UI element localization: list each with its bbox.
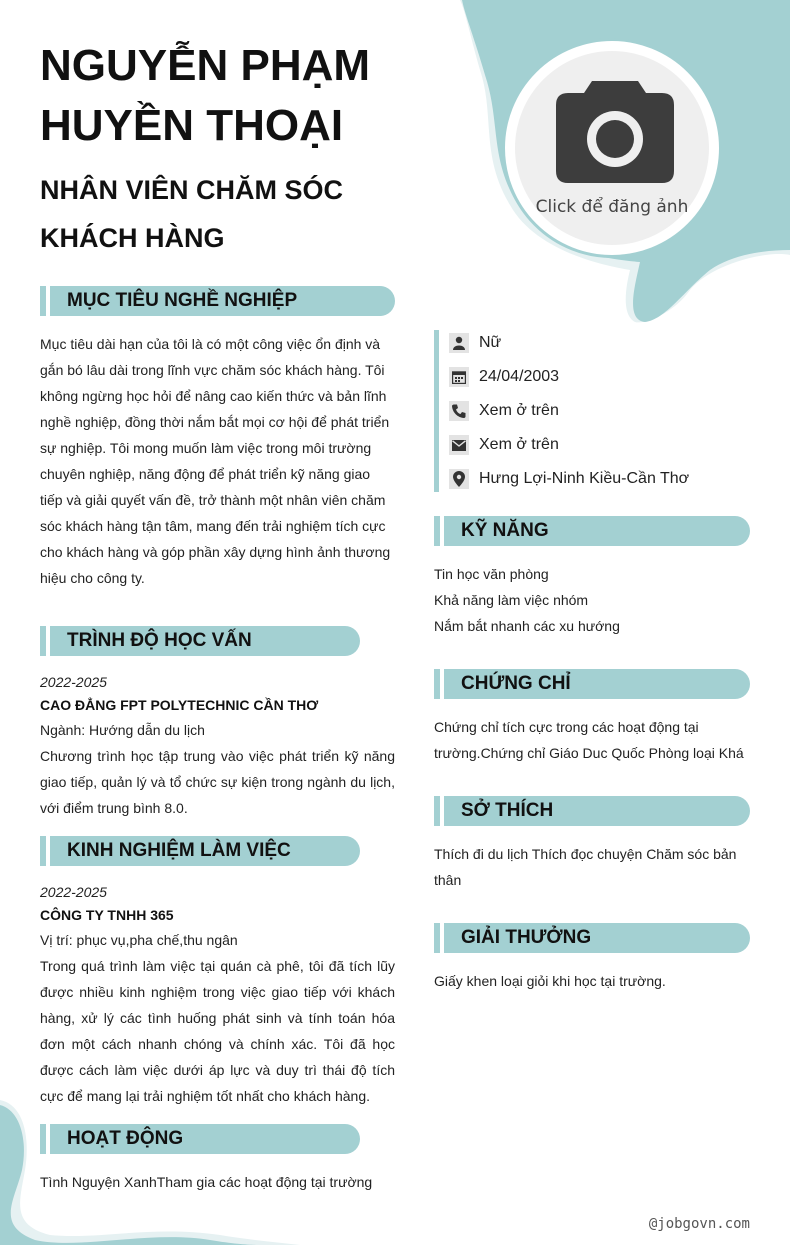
candidate-name: NGUYỄN PHẠM HUYỀN THOẠI [40,41,371,150]
skill-item: Nắm bắt nhanh các xu hướng [434,618,620,634]
photo-placeholder[interactable] [515,51,709,245]
skill-item: Khả năng làm việc nhóm [434,592,589,608]
email-value: Xem ở trên [479,436,559,453]
awards-heading: GIẢI THƯỞNG [461,927,592,948]
career-goal-text: Mục tiêu dài hạn của tôi là có một công việc ổn định và gắn bó lâu dài trong lĩnh vực chăm sóc khách hàng. Tôi không ngừng học hỏi để nâng cao kiến thức và bản lĩnh nghề nghiệp, đồng thời nắm bắt mọi cơ hội để phát triển sự nghiệp. Tôi mong muốn làm việc trong môi trường chuyên nghiệp, năng động để phát triển kỹ năng giao tiếp và giải quyết vấn đề, trở thành một nhân viên chăm sóc khách hàng tận tâm, mang đến trải nghiệm tích cực cho khách hàng và góp phần xây dựng hình ảnh thương hiệu cho công ty. [40,336,391,586]
birthday-value: 24/04/2003 [479,368,560,385]
contact-address [449,467,689,491]
gender-value: Nữ [479,334,502,351]
experience-company: CÔNG TY TNHH 365 [40,907,174,923]
section-skills [434,516,750,546]
certificates-heading: CHỨNG CHỈ [461,673,571,694]
watermark[interactable]: @jobgovn.com [648,1216,750,1232]
hobbies-heading: SỞ THÍCH [461,800,554,821]
contact-info [434,330,754,492]
certificates-text: Chứng chỉ tích cực trong các hoạt động tại trường.Chứng chỉ Giáo Duc Quốc Phòng loại Khá [434,719,744,761]
experience-period: 2022-2025 [40,884,107,900]
section-certificates [434,669,750,699]
contact-birthday [449,365,559,389]
section-education [40,626,360,656]
hobbies-text: Thích đi du lịch Thích đọc chuyện Chăm sóc bản thân [434,846,737,888]
location-pin-icon [449,469,469,489]
contact-phone [449,399,559,423]
education-major: Ngành: Hướng dẫn du lịch [40,722,205,738]
phone-value: Xem ở trên [479,402,559,419]
education-heading: TRÌNH ĐỘ HỌC VẤN [67,630,252,651]
photo-upload-label[interactable]: Click để đăng ảnh [535,197,689,217]
career-goal-heading: MỤC TIÊU NGHỀ NGHIỆP [67,290,298,311]
skills-heading: KỸ NĂNG [461,520,549,541]
phone-icon [449,401,469,421]
contact-gender [449,331,501,355]
experience-description: Trong quá trình làm việc tại quán cà phê, tôi đã tích lũy được nhiều kinh nghiệm trong việc giao tiếp với khách hàng, xử lý các tình huống phát sinh và tính toán hóa đơn một cách nhanh chóng và chính xác. Tôi đã học được cách làm việc dưới áp lực và duy trì thái độ tích cực để mang lại trải nghiệm tốt nhất cho khách hàng. [40,958,395,1104]
education-school: CAO ĐẲNG FPT POLYTECHNIC CẦN THƠ [40,697,319,713]
section-experience [40,836,360,866]
email-icon [449,435,469,455]
education-period: 2022-2025 [40,674,107,690]
section-career-goal [40,286,395,316]
profile-photo-upload[interactable] [502,38,722,258]
activities-heading: HOẠT ĐỘNG [67,1128,184,1149]
activities-text: Tình Nguyện XanhTham gia các hoạt động tại trường [40,1174,373,1190]
camera-icon [556,81,674,183]
address-value: Hưng Lợi-Ninh Kiều-Cần Thơ [479,470,690,487]
contact-email [449,433,559,457]
section-awards [434,923,750,953]
person-icon [449,333,469,353]
skill-item: Tin học văn phòng [434,566,549,582]
experience-position: Vị trí: phục vụ,pha chế,thu ngân [40,932,238,948]
job-title: NHÂN VIÊN CHĂM SÓC KHÁCH HÀNG [40,175,344,253]
section-activities [40,1124,360,1154]
calendar-icon [449,367,469,387]
awards-text: Giấy khen loại giỏi khi học tại trường. [434,973,666,989]
experience-heading: KINH NGHIỆM LÀM VIỆC [67,840,291,861]
education-description: Chương trình học tập trung vào việc phát triển kỹ năng giao tiếp, quản lý và tổ chức sự kiện trong ngành du lịch, với điểm trung bình 8.0. [40,748,395,816]
section-hobbies [434,796,750,826]
